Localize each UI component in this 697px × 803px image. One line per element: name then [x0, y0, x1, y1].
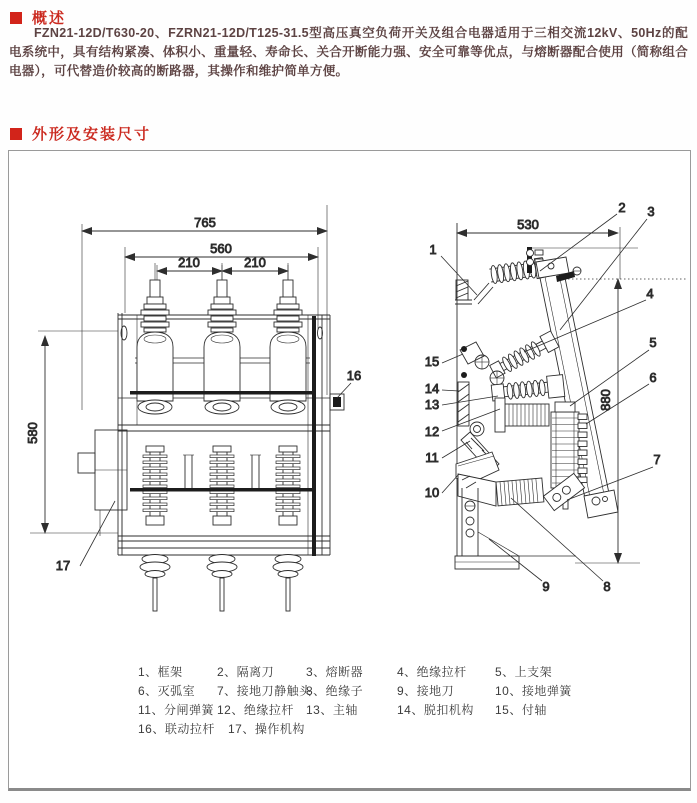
side-callout-6: 6 — [649, 370, 657, 385]
legend-item: 4、绝缘拉杆 — [397, 665, 467, 679]
side-callout-11: 11 — [425, 450, 439, 465]
front-dim-210-left: 210 — [178, 255, 200, 270]
side-callout-15: 15 — [424, 354, 440, 369]
side-view-drawing — [425, 200, 688, 594]
front-dim-580: 580 — [25, 422, 40, 444]
legend-item: 17、操作机构 — [228, 722, 305, 736]
side-callout-2: 2 — [618, 200, 626, 215]
overview-paragraph: FZN21-12D/T630-20、FZRN21-12D/T125-31.5型高压真空负荷开关及组合电器适用于三相交流12kV、50Hz的配电系统中，具有结构紧凑、体积小、重量轻、寿命长、关合开断能力强、安全可靠等优点，与熔断器配合使用（简称组合电器），可代替造价较高的断路器，其操作和维护简单方便。 — [9, 26, 688, 78]
red-square-bullet-icon — [10, 128, 22, 140]
red-square-bullet-icon — [10, 12, 22, 24]
front-callout-16: 16 — [346, 368, 362, 383]
dimensions-section-header — [10, 123, 151, 144]
legend-item: 13、主轴 — [306, 703, 358, 717]
bellows-upper — [495, 398, 549, 432]
legend-item: 12、绝缘拉杆 — [217, 703, 294, 717]
legend-item: 16、联动拉杆 — [138, 722, 215, 736]
legend-item: 7、接地刀静触头 — [217, 684, 312, 698]
legend-item: 2、隔离刀 — [217, 665, 275, 679]
side-callout-1: 1 — [429, 242, 437, 257]
side-callout-13: 13 — [424, 397, 440, 412]
legend-item: 15、付轴 — [495, 703, 547, 717]
side-callout-7: 7 — [653, 452, 661, 467]
side-dim-880: 880 — [598, 389, 613, 411]
legend-item: 3、熔断器 — [306, 665, 364, 679]
legend-item: 6、灭弧室 — [138, 684, 196, 698]
front-dim-210-right: 210 — [244, 255, 266, 270]
side-callout-10: 10 — [424, 485, 440, 500]
side-callout-14: 14 — [424, 381, 440, 396]
overview-section-title: 概述 — [32, 11, 67, 27]
legend-item: 1、框架 — [138, 665, 183, 679]
bellows-lower — [496, 478, 544, 506]
legend-item: 14、脱扣机构 — [397, 703, 474, 717]
front-callout-17: 17 — [55, 558, 71, 573]
side-callout-8: 8 — [603, 579, 611, 594]
front-dim-765: 765 — [194, 215, 216, 230]
legend-item: 5、上支架 — [495, 665, 553, 679]
side-dim-530: 530 — [517, 217, 539, 232]
dimensions-section-title: 外形及安装尺寸 — [32, 127, 152, 143]
legend-item: 10、接地弹簧 — [495, 684, 572, 698]
front-dim-560: 560 — [210, 241, 232, 256]
side-callout-9: 9 — [542, 579, 550, 594]
side-callout-3: 3 — [647, 204, 655, 219]
legend-item: 11、分闸弹簧 — [138, 703, 214, 717]
parts-legend — [138, 663, 572, 739]
front-view-drawing — [25, 205, 361, 611]
side-callout-4: 4 — [646, 286, 654, 301]
legend-item: 9、接地刀 — [397, 684, 455, 698]
side-callout-12: 12 — [424, 424, 440, 439]
insulated-pull-rod-upper — [489, 331, 559, 380]
legend-item: 8、绝缘子 — [306, 684, 364, 698]
side-callout-5: 5 — [649, 335, 657, 350]
